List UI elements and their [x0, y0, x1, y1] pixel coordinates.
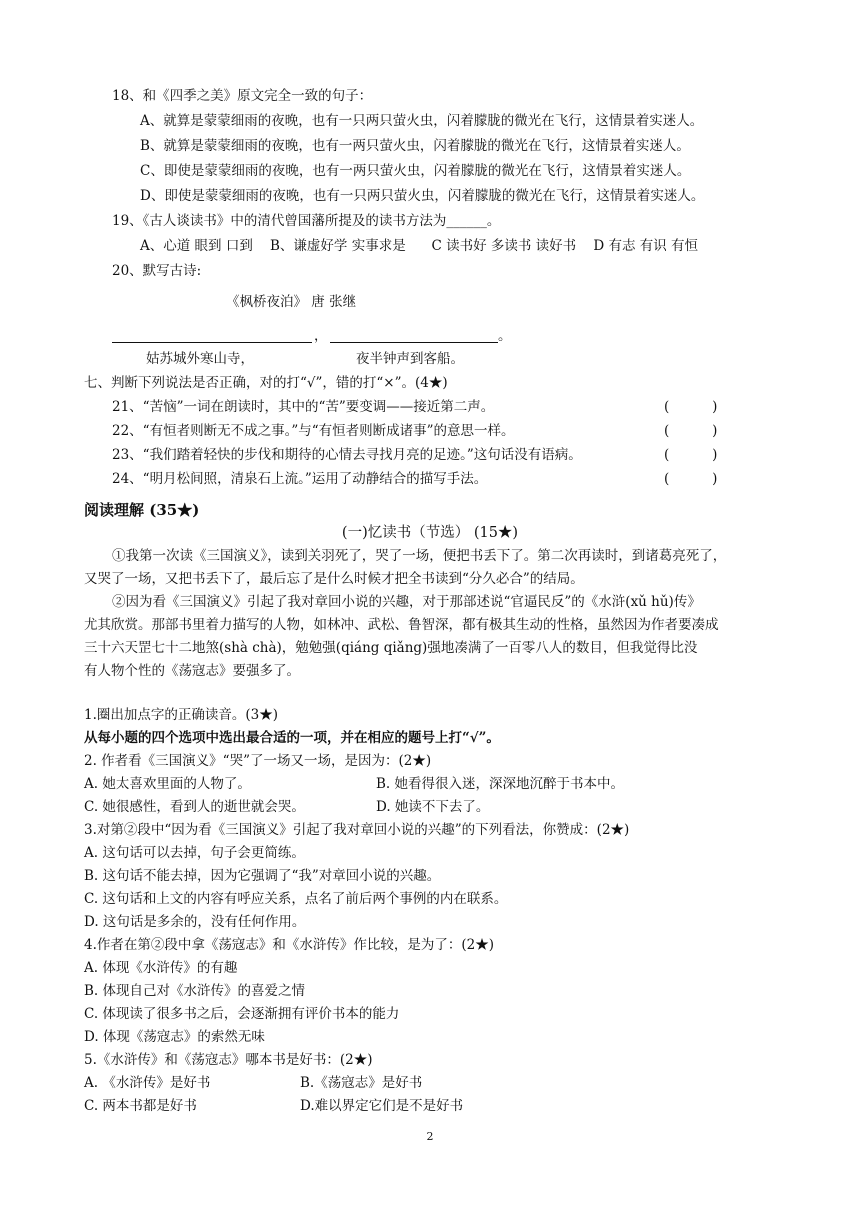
- question-3-stem: 3.对第②段中“因为看《三国演义》引起了我对章回小说的兴趣”的下列看法，你赞成：(2★): [84, 822, 630, 838]
- q18-option-b: B、就算是蒙蒙细雨的夜晚，也有一两只萤火虫，闪着朦胧的微光在飞行，这情景着实迷人。: [140, 138, 690, 154]
- poem-line-left: 姑苏城外寒山寺，: [146, 351, 254, 367]
- poem-line-right: 夜半钟声到客船。: [356, 351, 464, 367]
- passage-p1-line2: 又哭了一场，又把书丢下了，最后忘了是什么时候才把全书读到“分久必合”的结局。: [84, 571, 584, 587]
- answer-blank-2[interactable]: [330, 342, 498, 343]
- question-2-stem: 2. 作者看《三国演义》“哭”了一场又一场，是因为：(2★): [84, 753, 432, 769]
- judge-item-24: 24、“明月松间照，清泉石上流。”运用了动静结合的描写手法。: [112, 471, 488, 487]
- judge-item-22: 22、“有恒者则断无不成之事。”与“有恒者则断成诸事”的意思一样。: [112, 423, 515, 439]
- q18-option-d: D、即使是蒙蒙细雨的夜晚，也有一只两只萤火虫，闪着朦胧的微光在飞行，这情景着实迷人。: [140, 188, 705, 204]
- question-5-option-c[interactable]: C. 两本书都是好书: [84, 1098, 197, 1114]
- page-number: 2: [426, 1130, 434, 1143]
- question-4-option-a[interactable]: A. 体现《水浒传》的有趣: [84, 960, 238, 976]
- passage-p2-line4: 有人物个性的《荡寇志》要强多了。: [84, 663, 300, 679]
- section7-title: 七、判断下列说法是否正确，对的打“√”，错的打“×”。(4★): [84, 375, 448, 391]
- question-2-option-c[interactable]: C. 她很感性，看到人的逝世就会哭。: [84, 799, 305, 815]
- question-4-option-d[interactable]: D. 体现《荡寇志》的索然无味: [84, 1029, 265, 1045]
- question-3-option-a[interactable]: A. 这句话可以去掉，句子会更简练。: [84, 845, 305, 861]
- passage-p2-line3: 三十六天罡七十二地煞(shà chà)，勉勉强(qiáng qiǎng)强地凑满了一百零八人的数目，但我觉得比没: [84, 640, 698, 656]
- poem-period: 。: [498, 328, 512, 344]
- choice-instruction: 从每小题的四个选项中选出最合适的一项，并在相应的题号上打“√”。: [84, 730, 500, 746]
- question-3-option-b[interactable]: B. 这句话不能去掉，因为它强调了“我”对章回小说的兴趣。: [84, 868, 441, 884]
- passage-p2-line2: 尤其欣赏。那部书里着力描写的人物，如林冲、武松、鲁智深，都有极其生动的性格，虽然因为作者要凑成: [84, 617, 719, 633]
- question-5-option-b[interactable]: B.《荡寇志》是好书: [300, 1075, 423, 1091]
- question-5-option-a[interactable]: A. 《水浒传》是好书: [84, 1075, 211, 1091]
- question-3-option-c[interactable]: C. 这句话和上文的内容有呼应关系，点名了前后两个事例的内在联系。: [84, 891, 508, 907]
- poem-title: 《枫桥夜泊》 唐 张继: [226, 294, 357, 310]
- question-2-option-b[interactable]: B. 她看得很入迷，深深地沉醉于书本中。: [376, 776, 625, 792]
- q18-stem: 18、和《四季之美》原文完全一致的句子：: [112, 88, 373, 104]
- answer-blank-1[interactable]: [112, 342, 312, 343]
- judge-paren-24[interactable]: ( ): [664, 471, 718, 487]
- question-2-option-a[interactable]: A. 她太喜欢里面的人物了。: [84, 776, 251, 792]
- reading-heading: 阅读理解 (35★): [84, 501, 200, 519]
- q19-stem: 19、《古人谈读书》中的清代曾国藩所提及的读书方法为______。: [112, 213, 501, 229]
- q20-stem: 20、默写古诗:: [112, 263, 202, 279]
- question-4-option-b[interactable]: B. 体现自己对《水浒传》的喜爱之情: [84, 983, 306, 999]
- question-5-stem: 5.《水浒传》和《荡寇志》哪本书是好书：(2★): [84, 1052, 373, 1068]
- question-4-option-c[interactable]: C. 体现读了很多书之后，会逐渐拥有评价书本的能力: [84, 1006, 400, 1022]
- question-5-option-d[interactable]: D.难以界定它们是不是好书: [300, 1098, 464, 1114]
- passage-title: (一)忆读书（节选） (15★): [341, 525, 519, 541]
- judge-item-21: 21、“苦恼”一词在朗读时，其中的“苦”要变调——接近第二声。: [112, 399, 495, 415]
- question-2-option-d[interactable]: D. 她读不下去了。: [376, 799, 490, 815]
- q18-option-a: A、就算是蒙蒙细雨的夜晚，也有一只两只萤火虫，闪着朦胧的微光在飞行，这情景着实迷人。: [140, 113, 704, 129]
- poem-comma: ，: [314, 328, 328, 344]
- passage-p1-line1: ①我第一次读《三国演义》，读到关羽死了，哭了一场，便把书丢下了。第二次再读时，到诸葛亮死了，: [112, 548, 727, 564]
- judge-paren-22[interactable]: ( ): [664, 423, 718, 439]
- question-3-option-d[interactable]: D. 这句话是多余的，没有任何作用。: [84, 914, 306, 930]
- question-4-stem: 4.作者在第②段中拿《荡寇志》和《水浒传》作比较，是为了：(2★): [84, 937, 495, 953]
- judge-paren-21[interactable]: ( ): [664, 399, 718, 415]
- q19-options: A、心道 眼到 口到 B、谦虚好学 实事求是 C 读书好 多读书 读好书 D 有志 有识 有恒: [140, 238, 699, 254]
- passage-p2-line1: ②因为看《三国演义》引起了我对章回小说的兴趣，对于那部述说“官逼民反”的《水浒(xǔ hǔ)传》: [112, 594, 701, 610]
- question-1: 1.圈出加点字的正确读音。(3★): [84, 707, 279, 723]
- q18-option-c: C、即使是蒙蒙细雨的夜晚，也有一两只萤火虫，闪着朦胧的微光在飞行，这情景着实迷人。: [140, 163, 691, 179]
- judge-item-23: 23、“我们踏着轻快的步伐和期待的心情去寻找月亮的足迹。”这句话没有语病。: [112, 447, 582, 463]
- judge-paren-23[interactable]: ( ): [664, 447, 718, 463]
